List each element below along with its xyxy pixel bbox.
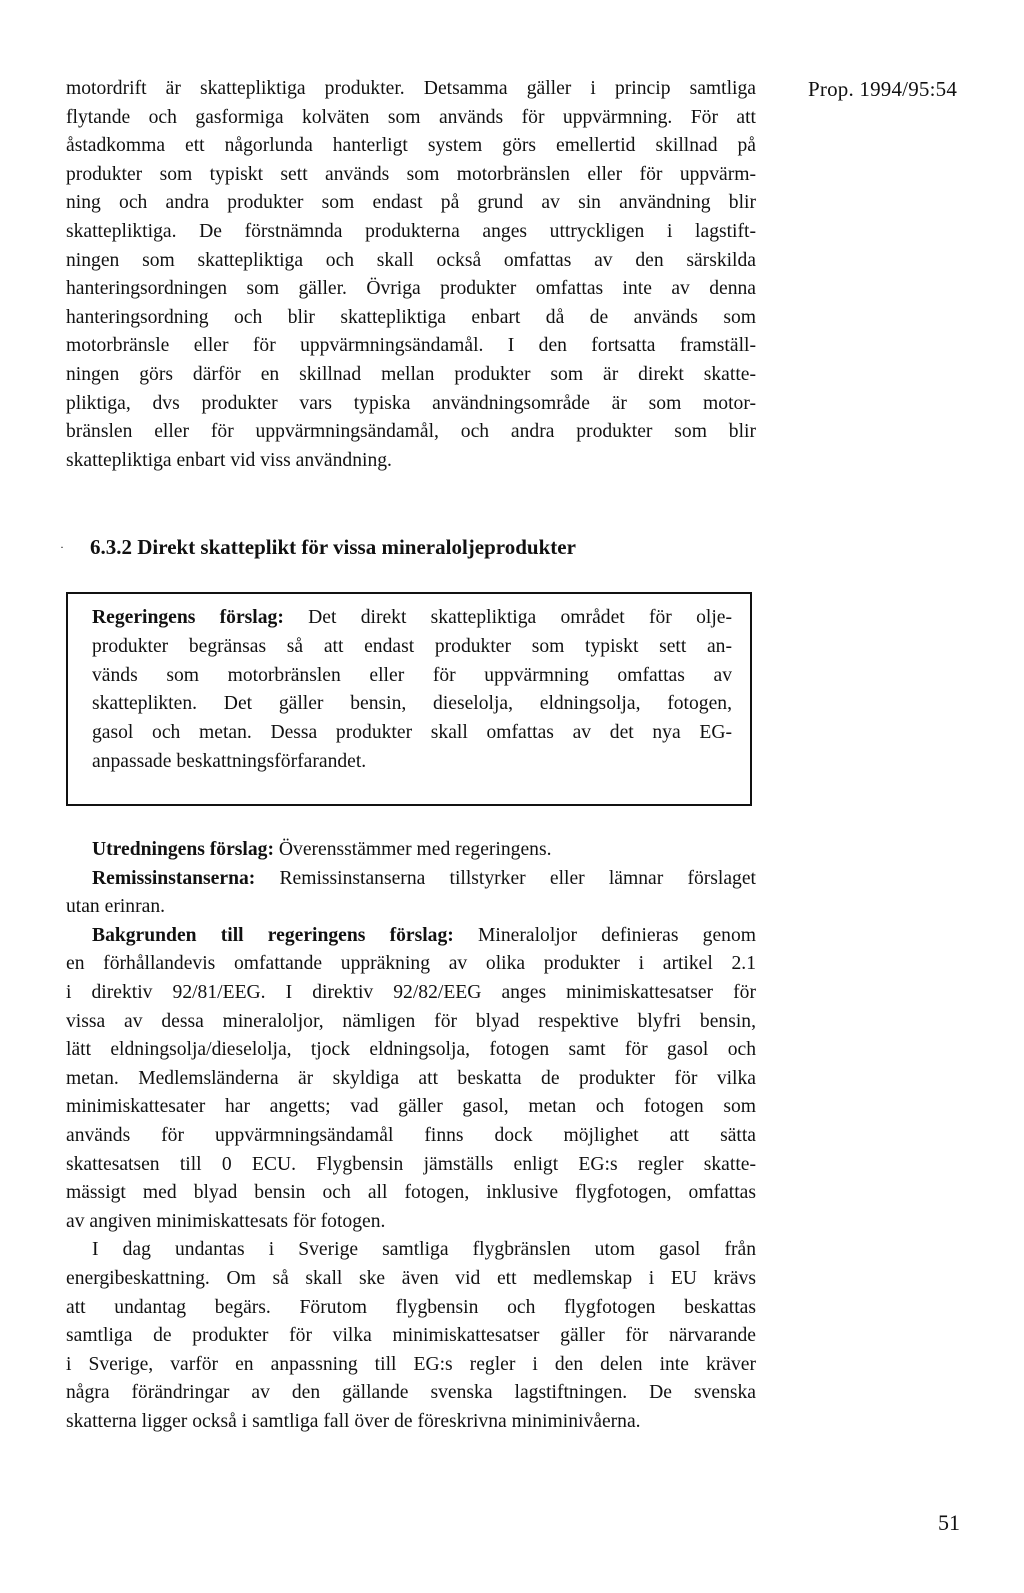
text-line: energibeskattning. Om så skall ske även vid ett medlemskap i EU krävs [66,1267,756,1289]
text-line: skattepliktiga. De förstnämnda produkterna anges uttryckligen i lagstift- [66,220,756,242]
section-number: 6.3.2 [90,535,132,559]
text-line: mässigt med blyad bensin och all fotogen, inklusive flygfotogen, omfattas [66,1182,756,1204]
utredningen-label: Utredningens förslag: [92,839,274,860]
bakgrund-line [66,922,756,951]
page-number: 51 [938,1510,960,1535]
text-line: vänds som motorbränslen eller för uppvärmning omfattas av [92,664,732,686]
proposal-label: Regeringens förslag: [92,607,284,628]
text-line: några förändringar av den gällande svenska lagstiftningen. De svenska [66,1382,756,1404]
text-line: att undantag begärs. Förutom flygbensin och flygfotogen beskattas [66,1296,756,1318]
text-line: samtliga de produkter för vilka minimiskattesatser gäller för närvarande [66,1325,756,1347]
text-line: ningen som skattepliktiga och skall också omfattas av den särskilda [66,249,756,271]
text-line: metan. Medlemsländerna är skyldiga att beskatta de produkter för vilka [66,1067,756,1089]
intro-paragraph [66,75,756,475]
text-line: av angiven minimiskattesats för fotogen. [66,1210,386,1232]
bakgrund-text: Mineraloljor definieras genom [453,924,756,946]
text-line: vissa av dessa mineraloljor, nämligen för blyad respektive blyfri bensin, [66,1010,756,1032]
text-line: minimiskattesater har angetts; vad gäller gasol, metan och fotogen som [66,1096,756,1118]
text-line: I dag undantas i Sverige samtliga flygbränslen utom gasol från [92,1239,756,1261]
text-line: skattesatsen till 0 ECU. Flygbensin jämställs enligt EG:s regler skatte- [66,1153,756,1175]
remiss-line [66,865,756,894]
text-line: åstadkomma ett någorlunda hanterligt system görs emellertid skillnad på [66,135,756,157]
text-line: i Sverige, varför en anpassning till EG:s regler i den delen inte kräver [66,1353,756,1375]
remiss-label: Remissinstanserna: [92,867,256,889]
utredningen-line [66,836,756,865]
text-line: gasol och metan. Dessa produkter skall omfattas av det nya EG- [92,722,732,744]
text-line: hanteringsordning och blir skattepliktiga enbart då de används som [66,306,756,328]
text-line [92,604,732,633]
text-line: skatterna ligger också i samtliga fall över de föreskrivna miniminivåerna. [66,1410,641,1432]
text-line: anpassade beskattningsförfarandet. [92,750,367,772]
text-line: produkter begränsas så att endast produkter som typiskt sett an- [92,635,732,657]
background-section [66,836,756,1436]
text-line: skattepliktiga enbart vid viss användning. [66,449,392,471]
text-line: pliktiga, dvs produkter vars typiska användningsområde är som motor- [66,392,756,414]
text-line: skatteplikten. Det gäller bensin, dieselolja, eldningsolja, fotogen, [92,693,732,715]
proposal-box [66,592,752,806]
section-title: Direkt skatteplikt för vissa mineraloljeprodukter [137,535,576,559]
text-line: produkter som typiskt sett används som motorbränslen eller för uppvärm- [66,163,756,185]
section-heading [90,535,576,560]
text-line: ning och andra produkter som endast på grund av sin användning blir [66,192,756,214]
text-line: ningen görs därför en skillnad mellan produkter som är direkt skatte- [66,363,756,385]
proposal-text: Det direkt skattepliktiga området för olje- [283,607,732,628]
text-line: en förhållandevis omfattande uppräkning av olika produkter i artikel 2.1 [66,953,756,975]
text-line: lätt eldningsolja/dieselolja, tjock eldningsolja, fotogen samt för gasol och [66,1039,756,1061]
text-line: flytande och gasformiga kolväten som används för uppvärmning. För att [66,106,756,128]
text-line: bränslen eller för uppvärmningsändamål, och andra produkter som blir [66,421,756,443]
utredningen-text: Överensstämmer med regeringens. [273,839,552,860]
text-line: utan erinran. [66,896,166,918]
text-line: används för uppvärmningsändamål finns dock möjlighet att sätta [66,1124,756,1146]
remiss-text: Remissinstanserna tillstyrker eller lämnar förslaget [255,867,756,889]
bakgrund-label: Bakgrunden till regeringens förslag: [92,924,454,946]
text-line: motordrift är skattepliktiga produkter. Detsamma gäller i princip samtliga [66,78,756,99]
running-head: Prop. 1994/95:54 [808,77,958,101]
text-line: i direktiv 92/81/EEG. I direktiv 92/82/EEG anges minimiskattesatser för [66,981,756,1003]
text-line: hanteringsordningen som gäller. Övriga produkter omfattas inte av denna [66,278,756,300]
margin-mark: · [60,540,64,554]
text-line: motorbränsle eller för uppvärmningsändamål. I den fortsatta framställ- [66,335,756,357]
